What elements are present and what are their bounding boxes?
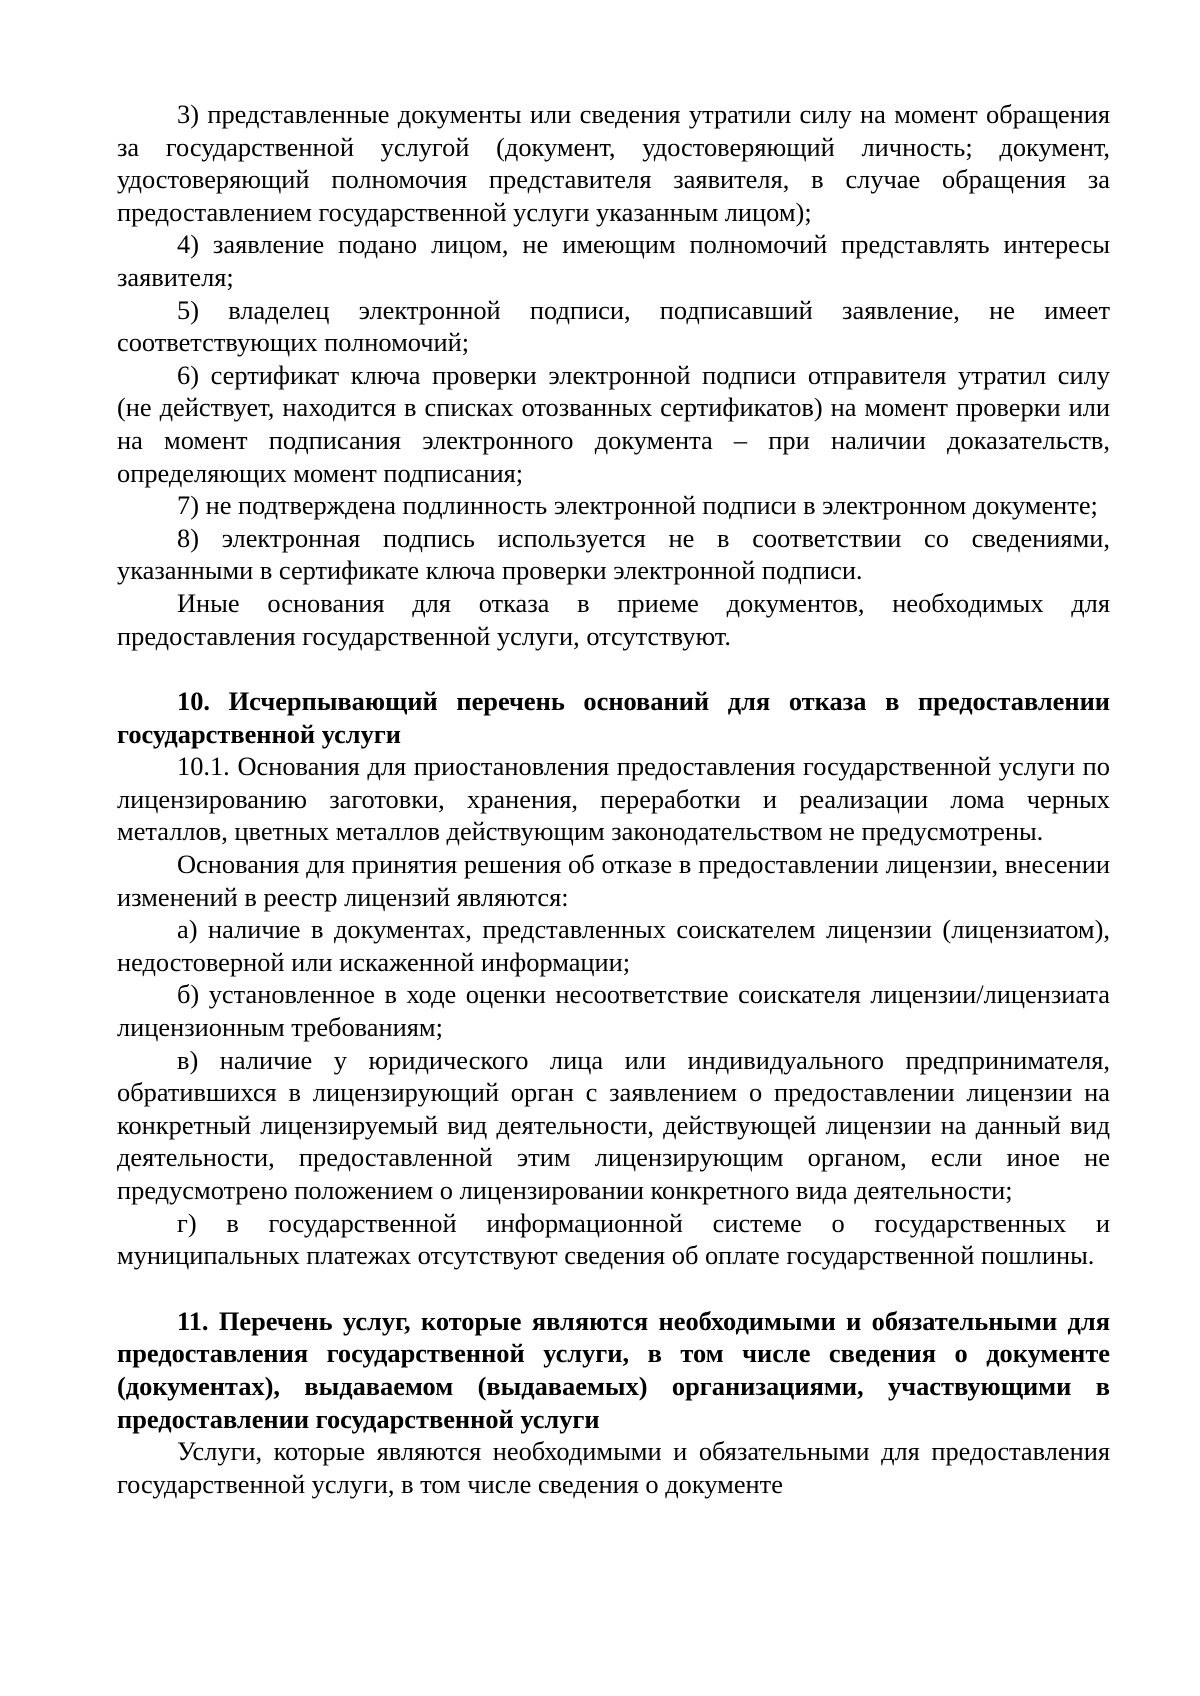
section-heading-10: 10. Исчерпывающий перечень оснований для отказа в предоставлении государственной услуги [117, 686, 1110, 749]
section-heading-11: 11. Перечень услуг, которые являются необходимыми и обязательными для предоставления государственной услуги, в том числе сведения о документе (документах), выдаваемом (выдаваемых) организациями, участвующими в предоставлении государственной услуги [117, 1305, 1110, 1434]
paragraph-item-v: в) наличие у юридического лица или индивидуального предпринимателя, обратившихся в лицензирующий орган с заявлением о предоставлении лицензии на конкретный лицензируемый вид деятельности, действующей лицензии на данный вид деятельности, предоставленной этим лицензирующим органом, если иное не предусмотрено положением о лицензировании конкретного вида деятельности; [117, 1044, 1110, 1205]
paragraph-item-3: 3) представленные документы или сведения утратили силу на момент обращения за государственной услугой (документ, удостоверяющий личность; документ, удостоверяющий полномочия представителя заявителя, в случае обращения за предоставлением государственной услуги указанным лицом); [117, 99, 1110, 227]
paragraph-item-4: 4) заявление подано лицом, не имеющим полномочий представлять интересы заявителя; [117, 229, 1110, 292]
document-page [117, 98, 1110, 1500]
paragraph-item-6: 6) сертификат ключа проверки электронной подписи отправителя утратил силу (не действует, находится в списках отозванных сертификатов) на момент проверки или на момент подписания электронного документа – при наличии доказательств, определяющих момент подписания; [117, 359, 1110, 488]
paragraph-item-g: г) в государственной информационной системе о государственных и муниципальных платежах отсутствуют сведения об оплате государственной пошлины. [117, 1207, 1110, 1271]
paragraph-item-a: а) наличие в документах, представленных соискателем лицензии (лицензиатом), недостоверной или искаженной информации; [117, 914, 1110, 977]
paragraph-item-b: б) установленное в ходе оценки несоответствие соискателя лицензии/лицензиата лицензионным требованиям; [117, 979, 1110, 1043]
paragraph-10-1: 10.1. Основания для приостановления предоставления государственной услуги по лицензированию заготовки, хранения, переработки и реализации лома черных металлов, цветных металлов действующим законодательством не предусмотрены. [117, 751, 1110, 847]
paragraph-refusal-grounds: Основания для принятия решения об отказе в предоставлении лицензии, внесении изменений в реестр лицензий являются: [117, 849, 1110, 912]
paragraph-item-7: 7) не подтверждена подлинность электронной подписи в электронном документе; [177, 490, 1098, 521]
paragraph-other-grounds: Иные основания для отказа в приеме документов, необходимых для предоставления государственной услуги, отсутствуют. [117, 587, 1110, 651]
paragraph-item-5: 5) владелец электронной подписи, подписавший заявление, не имеет соответствующих полномочий; [117, 294, 1110, 358]
paragraph-item-8: 8) электронная подпись используется не в соответствии со сведениями, указанными в сертификате ключа проверки электронной подписи. [117, 522, 1110, 586]
paragraph-services: Услуги, которые являются необходимыми и обязательными для предоставления государственной услуги, в том числе сведения о документе [117, 1436, 1110, 1499]
